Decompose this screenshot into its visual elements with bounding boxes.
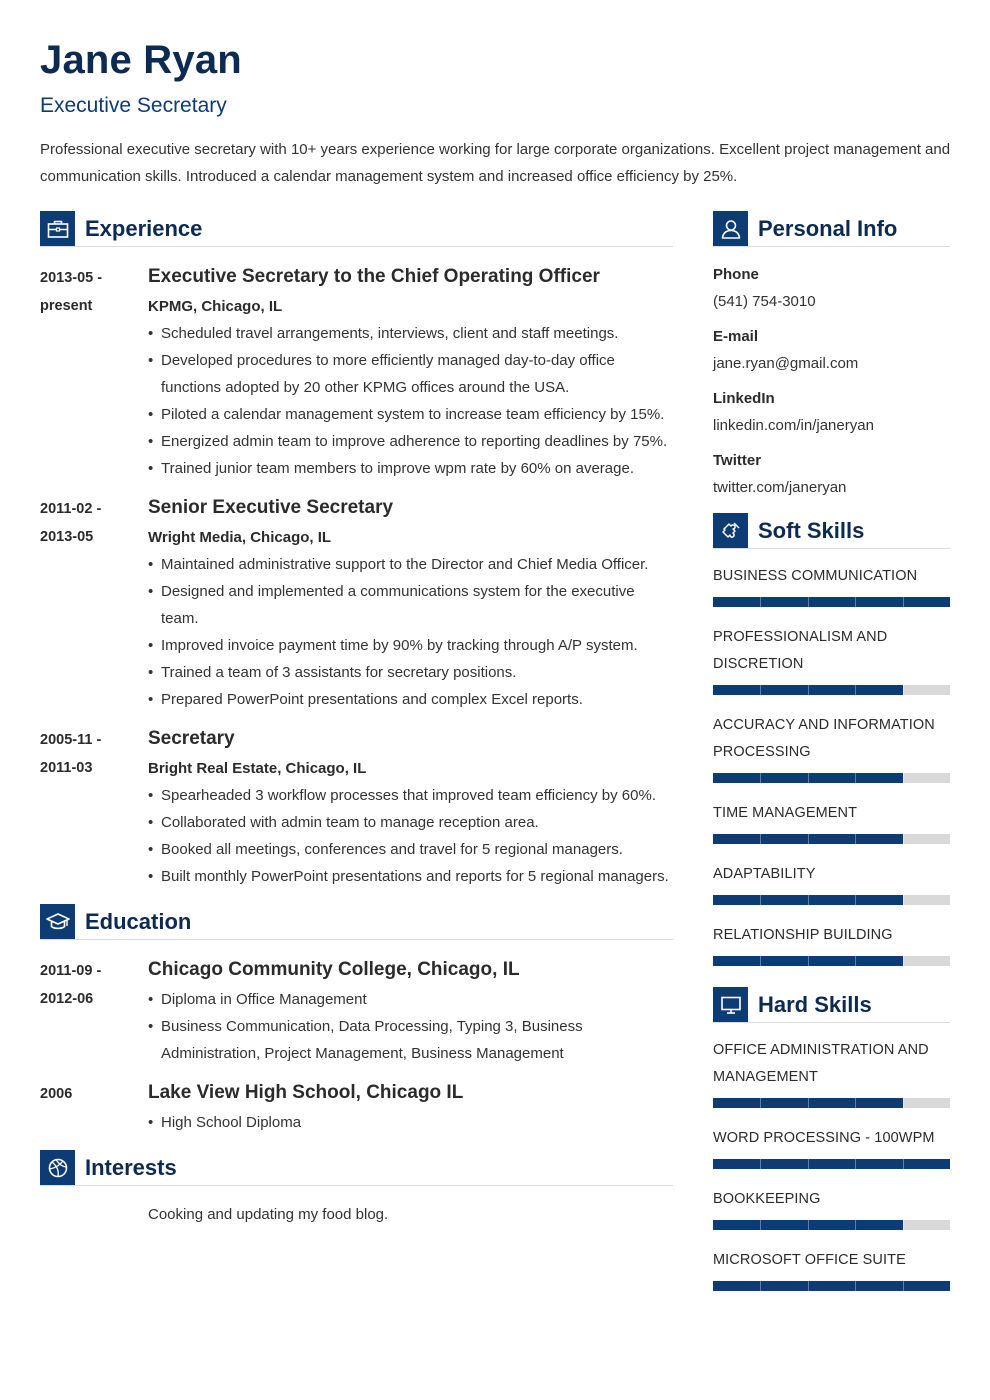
skill-item <box>713 1125 950 1169</box>
skill-name: RELATIONSHIP BUILDING <box>713 927 893 943</box>
skill-bar-segment <box>808 956 809 966</box>
skill-bar-segment <box>903 895 904 905</box>
bullet-item: • Trained a team of 3 assistants for secretary positions. <box>148 659 673 686</box>
skill-bar-segment <box>808 895 809 905</box>
skill-bar-segment <box>808 773 809 783</box>
skill-bar-segment <box>760 956 761 966</box>
skill-bar-segment <box>855 1098 856 1108</box>
skill-bar-segment <box>903 685 904 695</box>
skill-level-fill <box>713 597 950 607</box>
monitor-icon <box>713 987 748 1022</box>
graduation-cap-icon <box>40 904 75 939</box>
entry-organization: KPMG, Chicago, IL <box>148 298 283 315</box>
skill-item <box>713 712 950 783</box>
entry-dates: 2006 <box>40 1086 73 1102</box>
entry-dates: 2011-09 - 2012-06 <box>40 963 102 1007</box>
skill-bar-segment <box>903 956 904 966</box>
entry-title: Senior Executive Secretary <box>148 497 394 518</box>
bullet-item: • Developed procedures to more efficiently managed day-to-day office functions adopted by 20 other KPMG offices around the USA. <box>148 347 648 401</box>
entry-bullets <box>148 986 673 1067</box>
bullet-item: • Scheduled travel arrangements, interviews, client and staff meetings. <box>148 320 673 347</box>
skill-item <box>713 1186 950 1230</box>
bullet-item: • Improved invoice payment time by 90% by tracking through A/P system. <box>148 632 673 659</box>
skill-bar-segment <box>903 597 904 607</box>
skill-level-bar <box>713 1220 950 1230</box>
bullet-item: • Spearheaded 3 workflow processes that improved team efficiency by 60%. <box>148 782 673 809</box>
bullet-item: • Energized admin team to improve adherence to reporting deadlines by 75%. <box>148 428 673 455</box>
skill-bar-segment <box>808 685 809 695</box>
entry-bullets <box>148 551 673 713</box>
skill-bar-segment <box>760 1098 761 1108</box>
puzzle-icon <box>713 513 748 548</box>
skill-item <box>713 563 950 607</box>
skill-name: ACCURACY AND INFORMATION PROCESSING <box>713 717 935 760</box>
skill-level-bar <box>713 1098 950 1108</box>
bullet-item: • Designed and implemented a communications system for the executive team. <box>148 578 648 632</box>
skill-bar-segment <box>760 773 761 783</box>
hard-skills-heading <box>713 987 950 1023</box>
skill-level-fill <box>713 1281 950 1291</box>
entry-organization: Wright Media, Chicago, IL <box>148 529 332 546</box>
bullet-item: • Maintained administrative support to the Director and Chief Media Officer. <box>148 551 673 578</box>
skill-name: MICROSOFT OFFICE SUITE <box>713 1252 906 1268</box>
skill-item <box>713 1037 950 1108</box>
skill-item <box>713 800 950 844</box>
skill-level-bar <box>713 773 950 783</box>
skill-bar-segment <box>855 685 856 695</box>
candidate-role: Executive Secretary <box>40 94 227 117</box>
interests-text: Cooking and updating my food blog. <box>148 1206 389 1223</box>
linkedin-value: linkedin.com/in/janeryan <box>713 417 874 434</box>
skill-level-fill <box>713 1159 950 1169</box>
skill-bar-segment <box>808 1281 809 1291</box>
entry-organization: Bright Real Estate, Chicago, IL <box>148 760 367 777</box>
entry-title: Executive Secretary to the Chief Operating Officer <box>148 266 600 287</box>
bullet-item: • Piloted a calendar management system to increase team efficiency by 15%. <box>148 401 673 428</box>
bullet-item: • Booked all meetings, conferences and travel for 5 regional managers. <box>148 836 673 863</box>
skill-bar-segment <box>808 1220 809 1230</box>
interests-heading <box>40 1150 673 1186</box>
skill-name: TIME MANAGEMENT <box>713 805 858 821</box>
skill-bar-segment <box>760 597 761 607</box>
skill-name: BUSINESS COMMUNICATION <box>713 568 918 584</box>
skill-bar-segment <box>855 1159 856 1169</box>
entry-title: Chicago Community College, Chicago, IL <box>148 959 520 980</box>
bullet-item: • High School Diploma <box>148 1109 673 1136</box>
bullet-item: • Diploma in Office Management <box>148 986 673 1013</box>
briefcase-icon <box>40 211 75 246</box>
skill-level-bar <box>713 956 950 966</box>
skill-bar-segment <box>855 956 856 966</box>
entry-dates: 2005-11 - 2011-03 <box>40 732 102 776</box>
phone-value: (541) 754-3010 <box>713 293 816 310</box>
entry-bullets <box>148 1109 673 1136</box>
basketball-icon <box>40 1150 75 1185</box>
skill-level-bar <box>713 895 950 905</box>
skill-bar-segment <box>903 1098 904 1108</box>
linkedin-label: LinkedIn <box>713 390 775 407</box>
profile-summary: Professional executive secretary with 10+ years experience working for large corporate organizations. Excellent project management and communication skills. Introduced a calendar management system and increased office efficiency by 25%. <box>40 141 951 185</box>
skill-bar-segment <box>903 834 904 844</box>
entry-dates: 2013-05 - present <box>40 270 103 314</box>
skill-item <box>713 1247 950 1291</box>
skill-bar-segment <box>903 1281 904 1291</box>
bullet-item: • Trained junior team members to improve wpm rate by 60% on average. <box>148 455 673 482</box>
email-label: E-mail <box>713 328 759 345</box>
skill-bar-segment <box>855 1220 856 1230</box>
experience-heading <box>40 211 673 247</box>
bullet-item: • Prepared PowerPoint presentations and complex Excel reports. <box>148 686 673 713</box>
skill-level-bar <box>713 597 950 607</box>
skill-bar-segment <box>808 1098 809 1108</box>
skill-bar-segment <box>760 1220 761 1230</box>
skill-bar-segment <box>903 1220 904 1230</box>
soft-skills-title: Soft Skills <box>758 517 865 543</box>
skill-name: WORD PROCESSING - 100WPM <box>713 1130 935 1146</box>
hard-skills-title: Hard Skills <box>758 991 872 1017</box>
education-heading <box>40 904 673 940</box>
skill-bar-segment <box>808 834 809 844</box>
phone-label: Phone <box>713 266 759 283</box>
candidate-name: Jane Ryan <box>40 38 242 82</box>
skill-bar-segment <box>903 1159 904 1169</box>
bullet-item: • Collaborated with admin team to manage reception area. <box>148 809 673 836</box>
entry-bullets <box>148 320 673 482</box>
skill-level-bar <box>713 685 950 695</box>
personal-info-heading <box>713 211 950 247</box>
skill-item <box>713 861 950 905</box>
bullet-item: • Business Communication, Data Processing, Typing 3, Business Administration, Project Management, Business Management <box>148 1013 593 1067</box>
skill-item <box>713 922 950 966</box>
twitter-label: Twitter <box>713 452 762 469</box>
user-icon <box>713 211 748 246</box>
entry-title: Lake View High School, Chicago IL <box>148 1082 464 1103</box>
skill-bar-segment <box>903 773 904 783</box>
email-value: jane.ryan@gmail.com <box>713 355 859 372</box>
entry-bullets <box>148 782 673 890</box>
skill-bar-segment <box>855 597 856 607</box>
skill-name: BOOKKEEPING <box>713 1191 821 1207</box>
education-title: Education <box>85 908 192 934</box>
skill-bar-segment <box>760 1281 761 1291</box>
skill-level-bar <box>713 834 950 844</box>
skill-level-bar <box>713 1159 950 1169</box>
skill-level-bar <box>713 1281 950 1291</box>
soft-skills-heading <box>713 513 950 549</box>
skill-bar-segment <box>808 1159 809 1169</box>
skill-bar-segment <box>855 895 856 905</box>
skill-bar-segment <box>855 834 856 844</box>
skill-bar-segment <box>760 834 761 844</box>
skill-bar-segment <box>760 895 761 905</box>
skill-bar-segment <box>760 685 761 695</box>
bullet-item: • Built monthly PowerPoint presentations and reports for 5 regional managers. <box>148 863 673 890</box>
skill-name: OFFICE ADMINISTRATION AND MANAGEMENT <box>713 1042 929 1085</box>
experience-title: Experience <box>85 215 203 241</box>
skill-item <box>713 624 950 695</box>
entry-title: Secretary <box>148 728 235 749</box>
interests-title: Interests <box>85 1154 177 1180</box>
entry-dates: 2011-02 - 2013-05 <box>40 501 102 545</box>
skill-name: ADAPTABILITY <box>713 866 816 882</box>
personal-info-title: Personal Info <box>758 215 898 241</box>
skill-bar-segment <box>760 1159 761 1169</box>
skill-name: PROFESSIONALISM AND DISCRETION <box>713 629 888 672</box>
skill-bar-segment <box>808 597 809 607</box>
twitter-value: twitter.com/janeryan <box>713 479 847 496</box>
skill-bar-segment <box>855 1281 856 1291</box>
skill-bar-segment <box>855 773 856 783</box>
